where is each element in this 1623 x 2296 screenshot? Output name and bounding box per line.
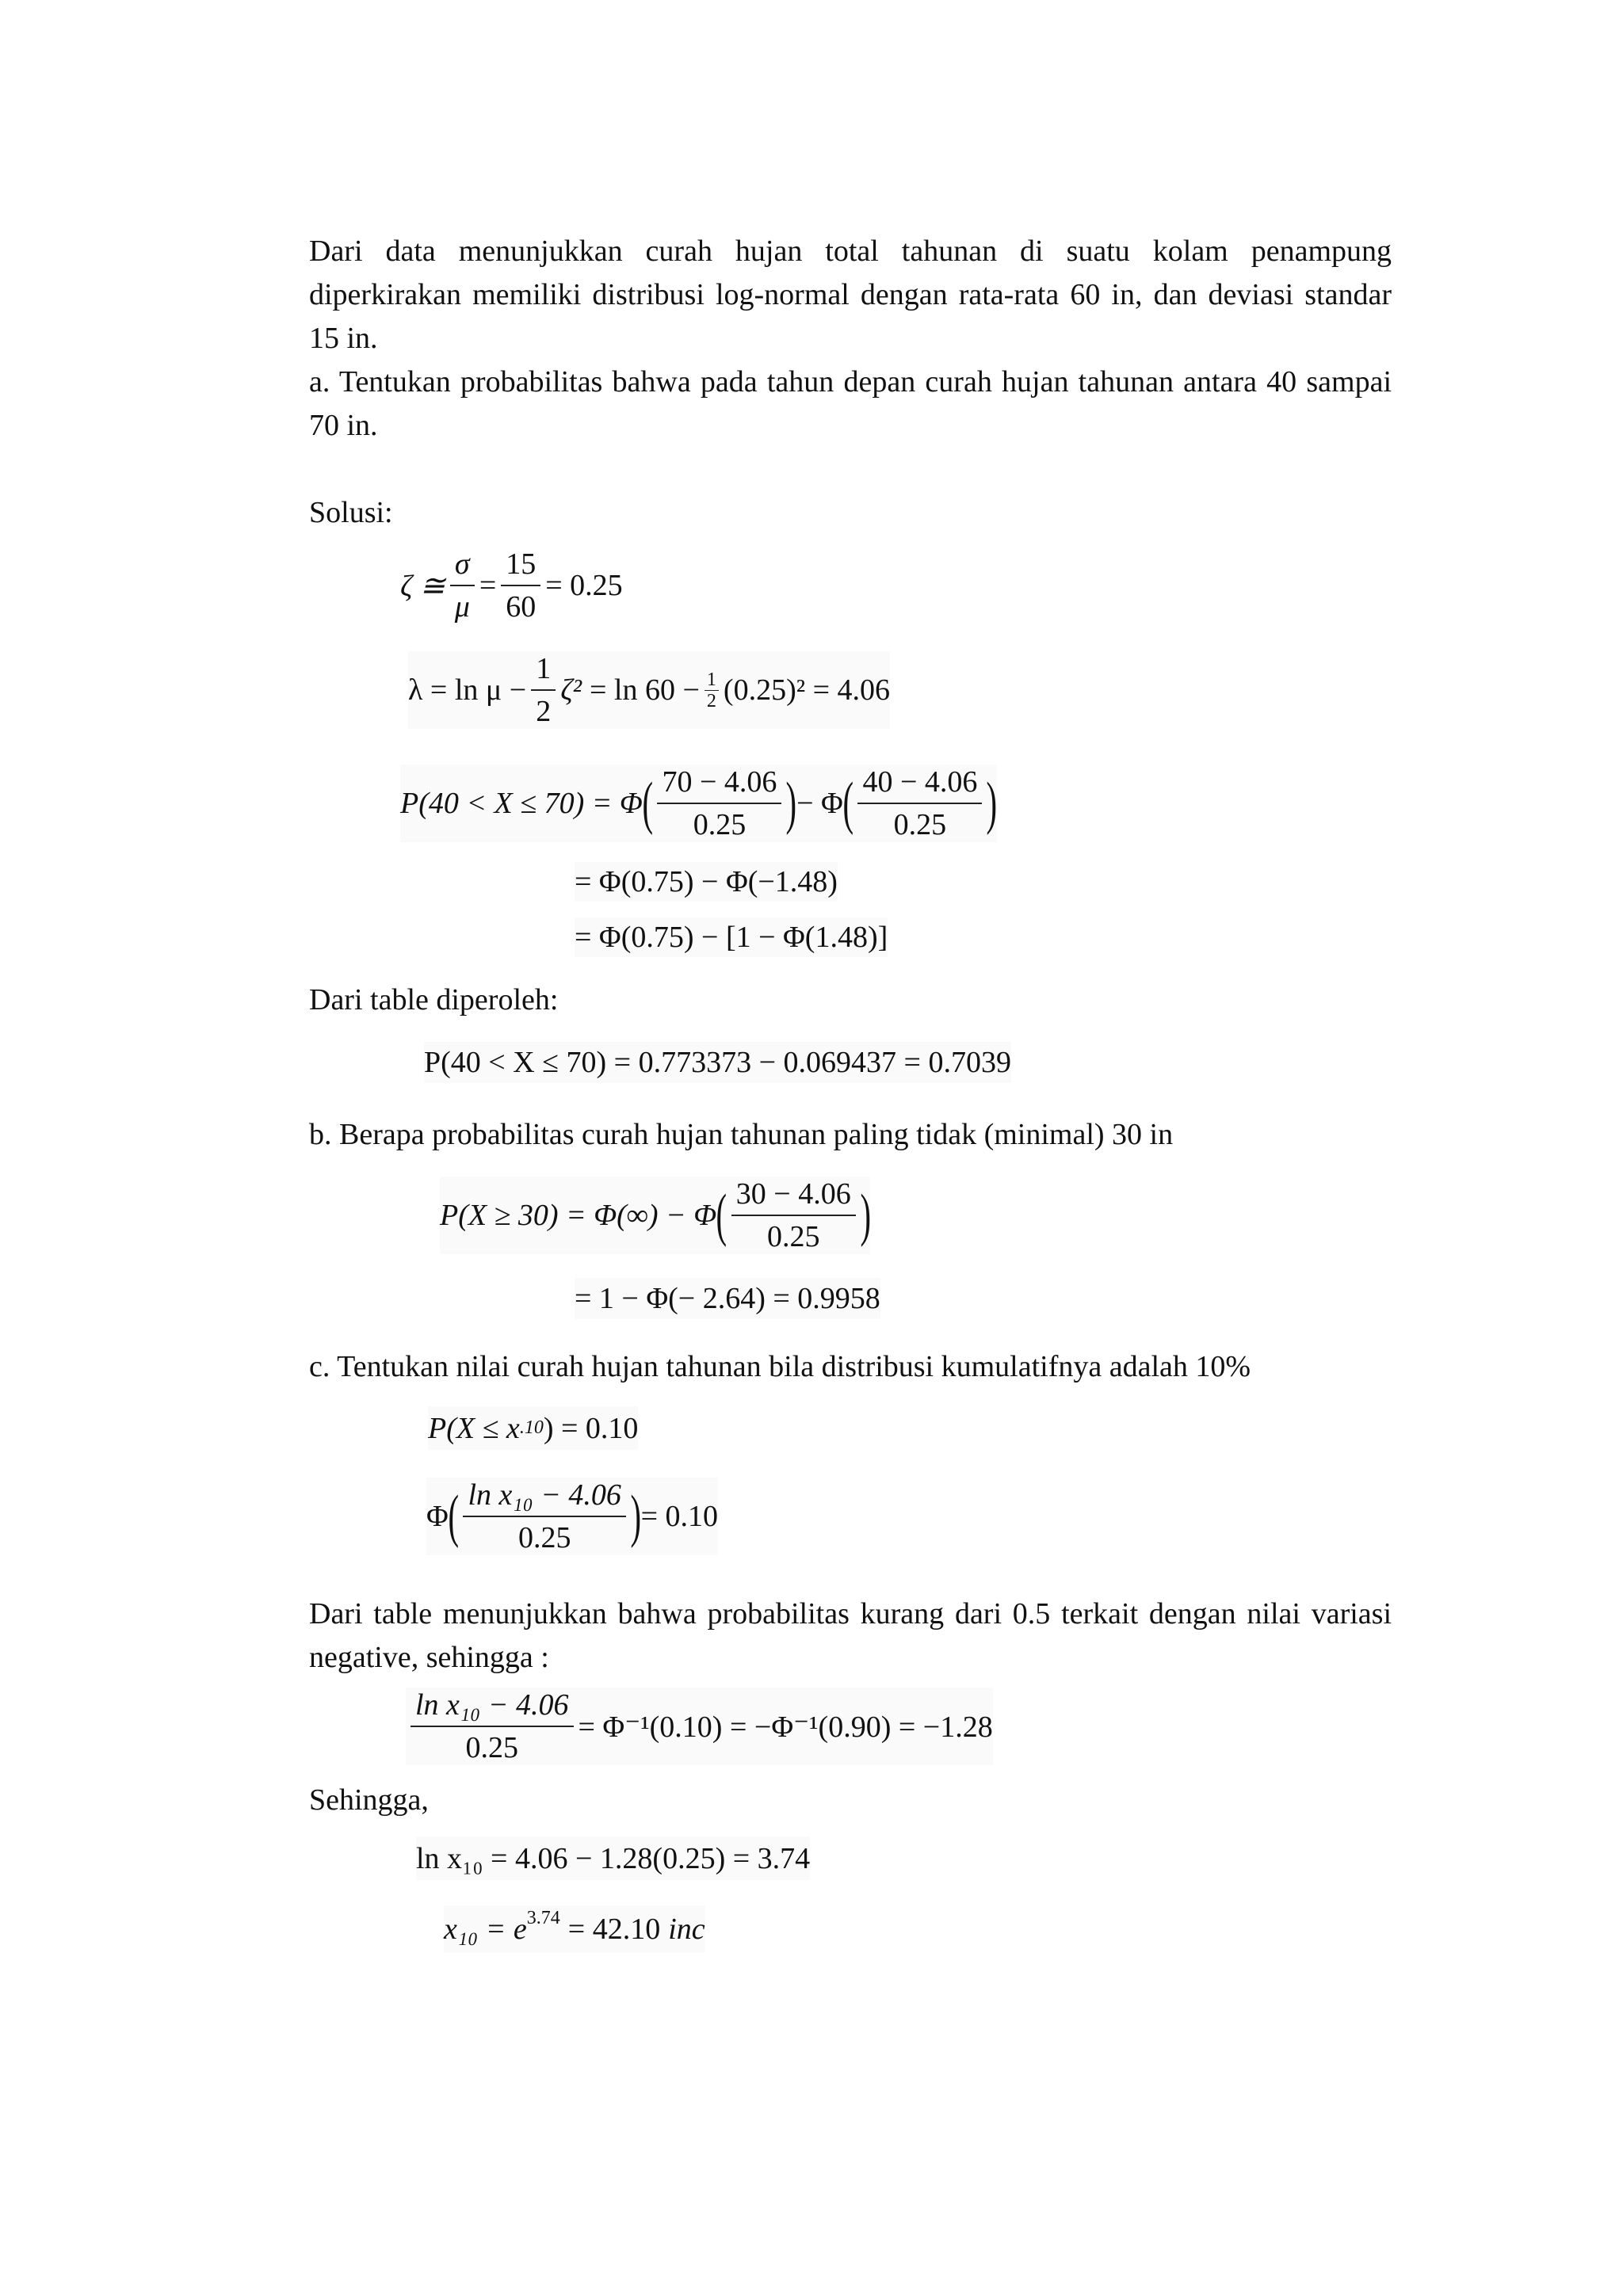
prob-a1-num1: 70 − 4.06 — [657, 765, 781, 804]
prob-b1-num: 30 − 4.06 — [731, 1177, 856, 1216]
equation-zeta: ζ ≅ $\frac{\sigma}{\mu}$ = $\frac{15}{60}$ = 0.25 — [400, 547, 623, 624]
sigma-over-mu — [450, 547, 475, 624]
one-half-fraction — [531, 651, 556, 729]
equation-c1 — [428, 1406, 638, 1450]
prob-a1-frac2 — [857, 765, 982, 842]
question-a: a. Tentukan probabilitas bahwa pada tahun depan curah hujan tahunan antara 40 sampai 70 in. — [309, 365, 1392, 442]
c3-den: 0.25 — [465, 1731, 518, 1764]
lambda-tail: (0.25)² = 4.06 — [723, 673, 891, 707]
equation-prob-b1: P(X ≥ 30) = Φ(∞) − Φ ( $\frac{30 - 4.06}{0.25}$ ) — [440, 1177, 871, 1253]
c1-rhs: ) = 0.10 — [543, 1411, 639, 1445]
equation-c3 — [406, 1688, 993, 1765]
prob-b1-lhs: P(X ≥ 30) = Φ(∞) − Φ — [440, 1199, 717, 1232]
equation-c2: Φ ( $\frac{\text{ln x₁₀ − 4.06}}{0.25}$ ) = 0.10 — [426, 1478, 719, 1554]
c5-exponent: 3.74 — [526, 1907, 560, 1928]
zeta-squared: ζ² — [560, 673, 582, 707]
prob-a1-den2: 0.25 — [893, 808, 947, 841]
c2-den: 0.25 — [517, 1521, 571, 1554]
equation-lambda — [408, 651, 890, 729]
c1-subscript: .10 — [519, 1417, 544, 1438]
equation-prob-a1: P(40 < X ≤ 70) = Φ ( $\frac{70 - 4.06}{0.25}$ ) − Φ ( $\frac{40 - 4.06}{0.25}$ ) — [400, 765, 998, 841]
c2-num: ln x₁₀ − 4.06 — [463, 1478, 626, 1517]
c3-frac — [411, 1688, 574, 1765]
zeta-result: = 0.25 — [545, 569, 623, 602]
c3-rhs: = Φ⁻¹(0.10) = −Φ⁻¹(0.90) = −1.28 — [578, 1710, 993, 1744]
prob-a1-lhs: P(40 < X ≤ 70) = Φ — [400, 787, 643, 820]
c2-frac — [463, 1478, 626, 1555]
half-denominator: 2 — [536, 695, 552, 728]
prob-a1-num2: 40 − 4.06 — [857, 765, 982, 804]
solution-label: Solusi: — [309, 496, 393, 529]
lambda-mid: = ln 60 − — [590, 673, 700, 707]
c1-lhs: P(X ≤ x — [428, 1411, 520, 1445]
sehingga-label: Sehingga, — [309, 1783, 429, 1817]
equation-prob-a-result: P(40 < X ≤ 70) = 0.773373 − 0.069437 = 0.7039 — [424, 1042, 1011, 1083]
half-numerator: 1 — [531, 651, 556, 691]
c5-lhs: x₁₀ = e — [444, 1913, 527, 1946]
prob-b1-frac — [731, 1177, 856, 1254]
zeta-denominator: 60 — [506, 590, 537, 624]
question-c: c. Tentukan nilai curah hujan tahunan bila distribusi kumulatifnya adalah 10% — [309, 1350, 1251, 1383]
sigma-symbol: σ — [450, 547, 475, 586]
c5-unit: inc — [668, 1913, 705, 1946]
small-half-fraction — [705, 669, 719, 711]
equation-prob-a3: = Φ(0.75) − [1 − Φ(1.48)] — [575, 917, 888, 957]
prob-b1-den: 0.25 — [767, 1220, 820, 1253]
equation-c5 — [444, 1905, 705, 1953]
equation-prob-b2: = 1 − Φ(− 2.64) = 0.9958 — [575, 1278, 880, 1319]
equation-prob-a2: = Φ(0.75) − Φ(−1.48) — [575, 862, 838, 902]
fifteen-over-sixty — [501, 547, 540, 624]
c5-rhs: = 42.10 — [567, 1913, 661, 1946]
c2-rhs: = 0.10 — [640, 1500, 719, 1533]
table-label: Dari table diperoleh: — [309, 983, 559, 1016]
lambda-lhs: λ = ln μ − — [408, 673, 527, 707]
equation-c4: ln x₁₀ = 4.06 − 1.28(0.25) = 3.74 — [416, 1836, 810, 1880]
zeta-numerator: 15 — [501, 547, 540, 586]
small-half-denominator: 2 — [706, 690, 716, 711]
c2-lhs: Φ — [426, 1500, 449, 1533]
prob-a1-frac1 — [657, 765, 781, 842]
mu-symbol: μ — [454, 590, 470, 624]
prob-a1-den1: 0.25 — [693, 808, 747, 841]
c3-num: ln x₁₀ − 4.06 — [411, 1688, 574, 1727]
small-half-numerator: 1 — [705, 669, 719, 691]
zeta-lhs: ζ ≅ — [400, 569, 445, 603]
question-b: b. Berapa probabilitas curah hujan tahunan paling tidak (minimal) 30 in — [309, 1118, 1174, 1151]
problem-intro: Dari data menunjukkan curah hujan total tahunan di suatu kolam penampung diperkirakan memiliki distribusi log-normal dengan rata-rata 60 in, dan deviasi standar 15 in. — [309, 235, 1392, 355]
prob-a1-mid: − Φ — [796, 787, 843, 820]
table-note: Dari table menunjukkan bahwa probabilitas kurang dari 0.5 terkait dengan nilai variasi negative, sehingga : — [309, 1597, 1392, 1674]
